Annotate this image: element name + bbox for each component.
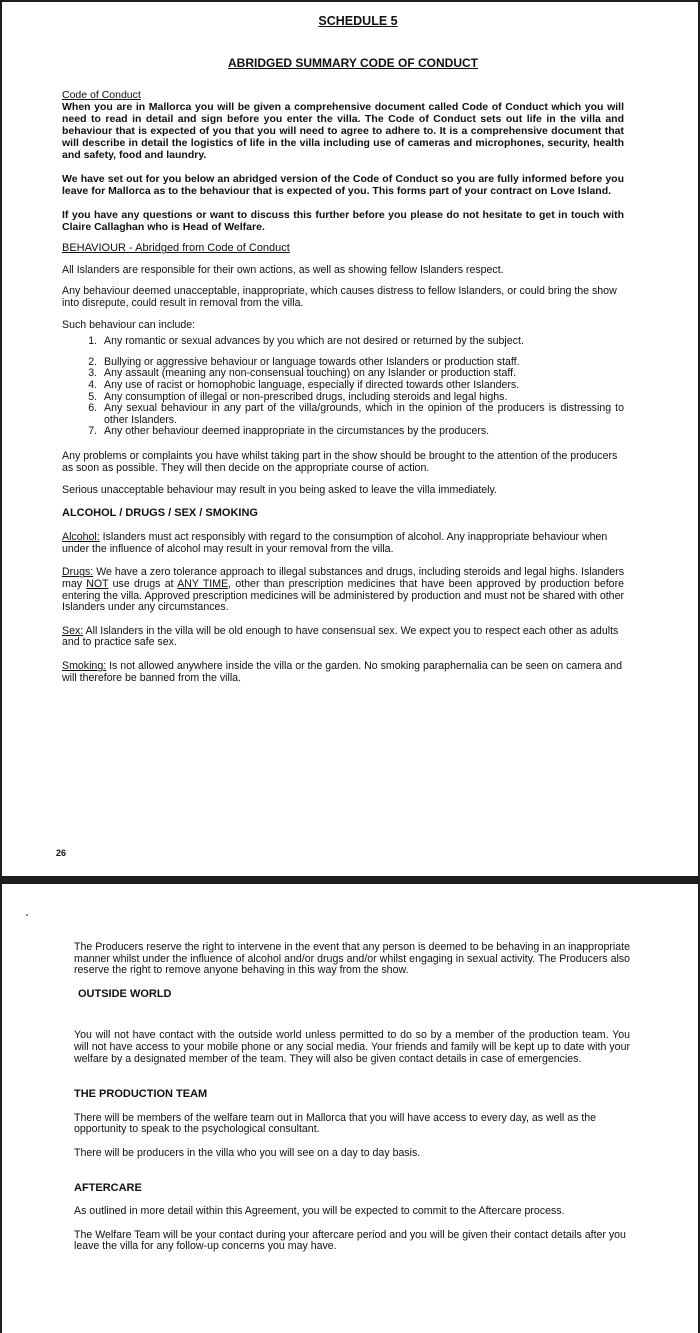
- drugs-not: NOT: [86, 578, 109, 591]
- aftercare-paragraph-2: The Welfare Team will be your contact during your aftercare period and you will be given their contact details after you leave the villa for any follow-up concerns you may have.: [74, 1228, 626, 1253]
- page-number: 26: [56, 848, 67, 858]
- document-page-1: [2, 2, 698, 876]
- aftercare-paragraph-1: As outlined in more detail within this Agreement, you will be expected to commit to the Aftercare process.: [74, 1205, 565, 1218]
- list-item: 5. Any consumption of illegal or non-prescribed drugs, including steroids and legal highs.: [100, 392, 624, 404]
- document-page-2: [2, 884, 698, 1333]
- alcohol-paragraph: [62, 532, 624, 555]
- drugs-label: Drugs:: [62, 566, 94, 579]
- behaviour-paragraph-1: All Islanders are responsible for their own actions, as well as showing fellow Islanders respect.: [62, 263, 504, 276]
- drugs-paragraph: [62, 567, 624, 613]
- behaviour-paragraph-2: Any behaviour deemed unacceptable, inappropriate, which causes distress to fellow Islanders, or could bring the show into disrepute, could result in removal from the villa.: [62, 285, 617, 309]
- production-paragraph-1: There will be members of the welfare team out in Mallorca that you will have access to every day, as well as the opportunity to speak to the psychological consultant.: [74, 1111, 597, 1136]
- drugs-text-1: We have a zero tolerance approach to illegal substances and drugs, including steroids and legal highs. Islanders may: [62, 566, 624, 591]
- sex-paragraph: [62, 626, 624, 649]
- production-paragraph-2: There will be producers in the villa who you will see on a day to day basis.: [74, 1146, 421, 1159]
- sex-text: All Islanders in the villa will be old enough to have consensual sex. We expect you to respect each other as adults and to practice safe sex.: [62, 624, 619, 649]
- list-item: 4. Any use of racist or homophobic language, especially if directed towards other Islanders.: [100, 380, 624, 392]
- drugs-text-3: , other than prescription medicines that have been approved by production before entering the villa. Approved prescription medicines will be administered by production and must not be shared with other Islanders under any circumstances.: [62, 578, 624, 614]
- producers-paragraph: The Producers reserve the right to intervene in the event that any person is deemed to be behaving in an inappropriate manner whilst under the influence of alcohol and/or drugs and/or whilst engaging in sexual activity. The Producers also reserve the right to remove anyone behaving in this way from the show.: [74, 941, 630, 977]
- drugs-anytime: ANY TIME: [177, 578, 229, 591]
- outside-world-heading: OUTSIDE WORLD: [78, 987, 172, 1000]
- questions-paragraph: If you have any questions or want to discuss this further before you please do not hesitate to get in touch with Claire Callaghan who is Head of Welfare.: [62, 209, 624, 234]
- schedule-title: SCHEDULE 5: [318, 14, 398, 28]
- smoking-paragraph: [62, 661, 624, 684]
- list-item: 7. Any other behaviour deemed inappropriate in the circumstances by the producers.: [100, 426, 624, 438]
- alcohol-label: Alcohol:: [62, 531, 100, 544]
- intro-section: [62, 89, 624, 233]
- drugs-text-2: use drugs at: [108, 578, 178, 591]
- production-team-heading: THE PRODUCTION TEAM: [74, 1088, 208, 1101]
- list-item: 2. Bullying or aggressive behaviour or language towards other Islanders or production staff.: [100, 357, 624, 369]
- outside-world-paragraph: You will not have contact with the outside world unless permitted to do so by a member of the production team. You will not have access to your mobile phone or any social media. Your friends and family will be kept up to date with your welfare by a designated member of the team. They will also be given contact details in case of emergencies.: [74, 1029, 630, 1065]
- smoking-text: Is not allowed anywhere inside the villa or the garden. No smoking paraphernalia can be seen on camera and will therefore be banned from the villa.: [62, 660, 623, 684]
- list-item: 1. Any romantic or sexual advances by you which are not desired or returned by the subject.: [100, 336, 624, 348]
- aftercare-heading: AFTERCARE: [74, 1181, 142, 1194]
- coc-paragraph: When you are in Mallorca you will be given a comprehensive document called Code of Conduct which you will need to read in detail and sign before you enter the villa. The Code of Conduct sets out life in the villa and behaviour that is expected of you that you will need to agree to adhere to. It is a comprehensive document that will describe in detail the logistics of life in the villa including use of cameras and microphones, security, health and safety, food and laundry.: [62, 101, 624, 162]
- summary-title: ABRIDGED SUMMARY CODE OF CONDUCT: [227, 55, 478, 70]
- alcohol-drugs-heading: ALCOHOL / DRUGS / SEX / SMOKING: [62, 506, 258, 519]
- sex-label: Sex:: [62, 624, 84, 637]
- scan-speck: [26, 914, 28, 916]
- serious-paragraph: Serious unacceptable behaviour may result in you being asked to leave the villa immediately.: [62, 484, 497, 497]
- coc-heading: Code of Conduct: [62, 89, 141, 102]
- abridged-paragraph: We have set out for you below an abridged version of the Code of Conduct so you are fully informed before you leave for Mallorca as to the behaviour that is expected of you. This forms part of your contract on Love Island.: [62, 173, 624, 198]
- list-item: 6. Any sexual behaviour in any part of the villa/grounds, which in the opinion of the producers is distressing to other Islanders.: [100, 403, 624, 426]
- list-item: 3. Any assault (meaning any non-consensual touching) on any Islander or production staff.: [100, 368, 624, 380]
- behaviour-list: [62, 336, 624, 438]
- problems-paragraph: Any problems or complaints you have whilst taking part in the show should be brought to the attention of the producers as soon as possible. They will then decide on the appropriate course of action.: [62, 449, 618, 474]
- smoking-label: Smoking:: [62, 660, 107, 673]
- alcohol-text: Islanders must act responsibly with regard to the consumption of alcohol. Any inappropriate behaviour when under the influence of alcohol may result in your removal from the villa.: [62, 531, 608, 555]
- behaviour-paragraph-3: Such behaviour can include:: [62, 318, 196, 331]
- behaviour-heading: BEHAVIOUR - Abridged from Code of Conduct: [62, 242, 290, 255]
